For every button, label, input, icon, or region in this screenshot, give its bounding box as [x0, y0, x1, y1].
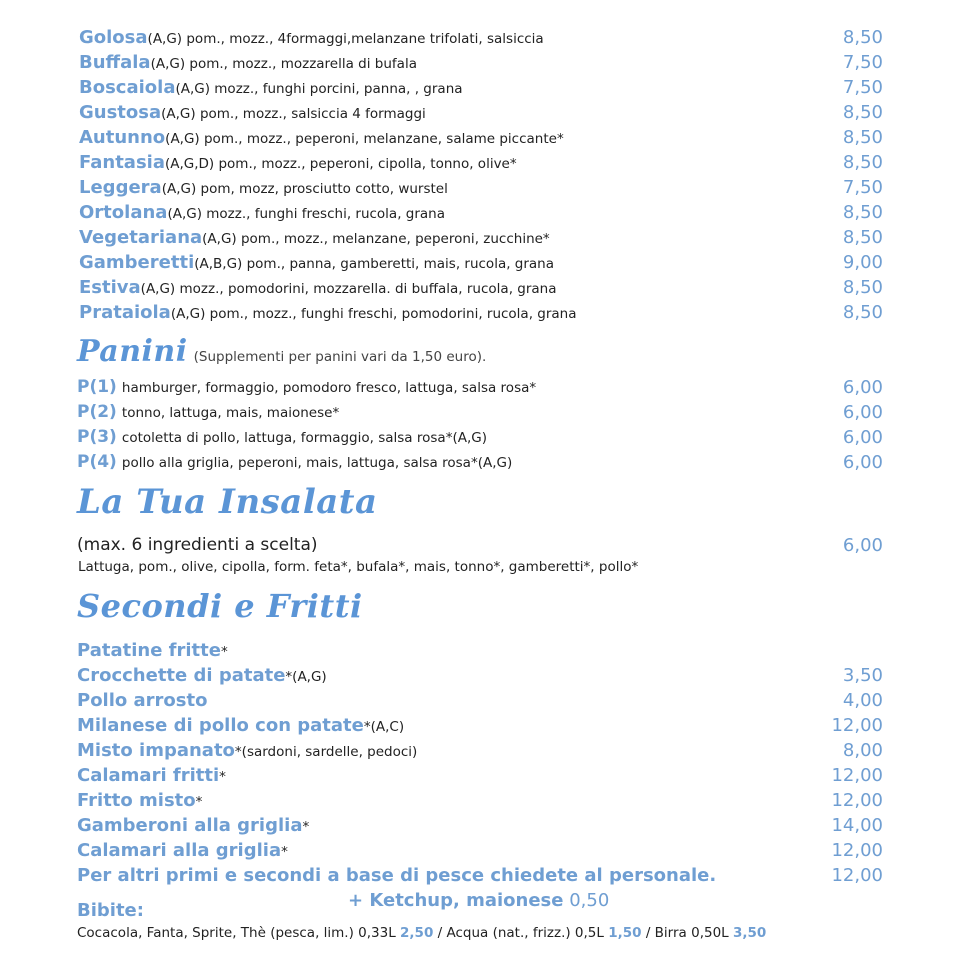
list-item	[0, 227, 960, 252]
item-desc: *	[281, 844, 288, 860]
item-name: Fritto misto	[77, 790, 196, 811]
item-name: Gustosa	[79, 102, 162, 123]
bibite-title: Bibite:	[77, 900, 144, 921]
list-item	[0, 252, 960, 277]
list-item	[0, 790, 960, 815]
item-desc: (A,G) mozz., funghi porcini, panna, , grana	[175, 81, 463, 97]
list-item	[0, 277, 960, 302]
section-note: (Supplementi per panini vari da 1,50 euro).	[193, 349, 487, 365]
item-name: Ortolana	[79, 202, 168, 223]
item-desc: *(A,C)	[363, 719, 405, 735]
item-price: 7,50	[842, 177, 883, 198]
item-name: P(2)	[77, 402, 117, 422]
item-name: Crocchette di patate	[77, 665, 286, 686]
section-title-panini	[77, 334, 486, 369]
item-desc: *	[302, 819, 310, 835]
item-price: 8,50	[842, 302, 883, 323]
bibite-text-b: / Acqua (nat., frizz.) 0,5L	[433, 925, 609, 941]
extra-line	[348, 890, 609, 911]
list-item	[0, 52, 960, 77]
extra-price: 0,50	[569, 890, 610, 911]
insalata-price: 6,00	[842, 535, 883, 556]
list-item	[0, 815, 960, 840]
item-name: Leggera	[79, 177, 162, 198]
item-name: Milanese di pollo con patate	[77, 715, 364, 736]
item-desc: hamburger, formaggio, pomodoro fresco, lattuga, salsa rosa*	[121, 380, 537, 396]
item-desc: (A,G) pom., mozz., 4formaggi,melanzane trifolati, salsiccia	[147, 31, 544, 47]
extra-label: + Ketchup, maionese	[348, 890, 564, 911]
item-price: 12,00	[831, 790, 883, 811]
item-price: 14,00	[831, 815, 883, 836]
item-name: Autunno	[79, 127, 166, 148]
bibite-price-a: 2,50	[400, 925, 434, 941]
item-price: 8,50	[842, 227, 883, 248]
item-price: 7,50	[842, 77, 883, 98]
list-item	[0, 377, 960, 402]
section-title-insalata: La Tua Insalata	[77, 482, 378, 522]
item-price: 4,00	[842, 690, 883, 711]
item-desc: (A,G) pom., mozz., funghi freschi, pomodorini, rucola, grana	[170, 306, 577, 322]
item-name: Fantasia	[79, 152, 165, 173]
item-price: 12,00	[831, 865, 883, 886]
list-item	[0, 102, 960, 127]
item-name: Patatine fritte	[77, 640, 221, 661]
list-item	[0, 690, 960, 715]
list-item	[0, 840, 960, 865]
bibite-text-c: / Birra 0,50L	[641, 925, 733, 941]
item-name: Vegetariana	[79, 227, 203, 248]
item-price: 8,50	[842, 152, 883, 173]
list-item	[0, 715, 960, 740]
item-desc: (A,G) pom., mozz., peperoni, melanzane, salame piccante*	[165, 131, 564, 147]
item-price: 6,00	[842, 402, 883, 423]
list-item	[0, 740, 960, 765]
item-name: Calamari fritti	[77, 765, 220, 786]
list-item	[0, 452, 960, 477]
insalata-ingredients: Lattuga, pom., olive, cipolla, form. feta*, bufala*, mais, tonno*, gamberetti*, pollo*	[78, 559, 639, 575]
item-name: Pollo arrosto	[77, 690, 208, 711]
list-item	[0, 77, 960, 102]
item-name: P(1)	[77, 377, 117, 397]
item-name: Gamberetti	[79, 252, 195, 273]
item-desc: (A,B,G) pom., panna, gamberetti, mais, rucola, grana	[194, 256, 555, 272]
item-price: 6,00	[842, 427, 883, 448]
item-name: Gamberoni alla griglia	[77, 815, 303, 836]
item-name: Estiva	[79, 277, 141, 298]
item-desc: (A,G,D) pom., mozz., peperoni, cipolla, tonno, olive*	[164, 156, 517, 172]
item-price: 12,00	[831, 840, 883, 861]
list-item	[0, 177, 960, 202]
item-price: 9,00	[842, 252, 883, 273]
item-desc: *	[219, 769, 226, 785]
item-desc: *	[220, 644, 228, 660]
item-desc: (A,G) pom., mozz., melanzane, peperoni, zucchine*	[202, 231, 550, 247]
item-desc: (A,G) pom., mozz., mozzarella di bufala	[150, 56, 417, 72]
section-title-secondi: Secondi e Fritti	[77, 587, 363, 625]
insalata-subtitle: (max. 6 ingredienti a scelta)	[77, 535, 318, 555]
bibite-line	[77, 925, 766, 941]
list-item	[0, 127, 960, 152]
item-price: 8,50	[842, 102, 883, 123]
item-price: 12,00	[831, 765, 883, 786]
item-desc: (A,G) mozz., pomodorini, mozzarella. di buffala, rucola, grana	[140, 281, 557, 297]
list-item	[0, 202, 960, 227]
item-price: 8,50	[842, 127, 883, 148]
list-item	[0, 665, 960, 690]
item-price: 6,00	[842, 377, 883, 398]
item-name: P(3)	[77, 427, 117, 447]
item-name: Misto impanato	[77, 740, 235, 761]
item-desc: (A,G) pom, mozz, prosciutto cotto, wurstel	[161, 181, 448, 197]
item-desc: (A,G) mozz., funghi freschi, rucola, grana	[167, 206, 446, 222]
item-price: 8,50	[842, 277, 883, 298]
item-desc: *	[195, 794, 203, 810]
item-desc: cotoletta di pollo, lattuga, formaggio, salsa rosa*(A,G)	[121, 430, 487, 446]
item-price: 7,50	[842, 52, 883, 73]
bibite-price-b: 1,50	[608, 925, 642, 941]
item-name: Calamari alla griglia	[77, 840, 282, 861]
item-name: Golosa	[79, 27, 148, 48]
list-item	[0, 865, 960, 890]
item-price: 3,50	[842, 665, 883, 686]
item-desc: pollo alla griglia, peperoni, mais, lattuga, salsa rosa*(A,G)	[121, 455, 513, 471]
list-item	[0, 427, 960, 452]
item-name: Per altri primi e secondi a base di pesce chiedete al personale.	[77, 865, 717, 886]
bibite-price-c: 3,50	[732, 925, 767, 941]
list-item	[0, 640, 960, 665]
item-name: P(4)	[77, 452, 117, 472]
list-item	[0, 402, 960, 427]
item-desc: *(A,G)	[285, 669, 327, 685]
item-name: Boscaiola	[79, 77, 176, 98]
item-price: 8,50	[842, 202, 883, 223]
item-name: Buffala	[79, 52, 151, 73]
list-item	[0, 27, 960, 52]
item-name: Prataiola	[79, 302, 171, 323]
item-desc: (A,G) pom., mozz., salsiccia 4 formaggi	[161, 106, 426, 122]
item-price: 8,50	[842, 27, 883, 48]
item-desc: *(sardoni, sardelle, pedoci)	[234, 744, 418, 760]
item-desc: tonno, lattuga, mais, maionese*	[121, 405, 340, 421]
section-title: Panini	[77, 334, 188, 369]
item-price: 8,00	[842, 740, 883, 761]
item-price: 6,00	[842, 452, 883, 473]
item-price: 12,00	[831, 715, 883, 736]
bibite-text-a: Cocacola, Fanta, Sprite, Thè (pesca, lim.) 0,33L	[77, 925, 401, 941]
list-item	[0, 152, 960, 177]
list-item	[0, 765, 960, 790]
list-item	[0, 302, 960, 327]
